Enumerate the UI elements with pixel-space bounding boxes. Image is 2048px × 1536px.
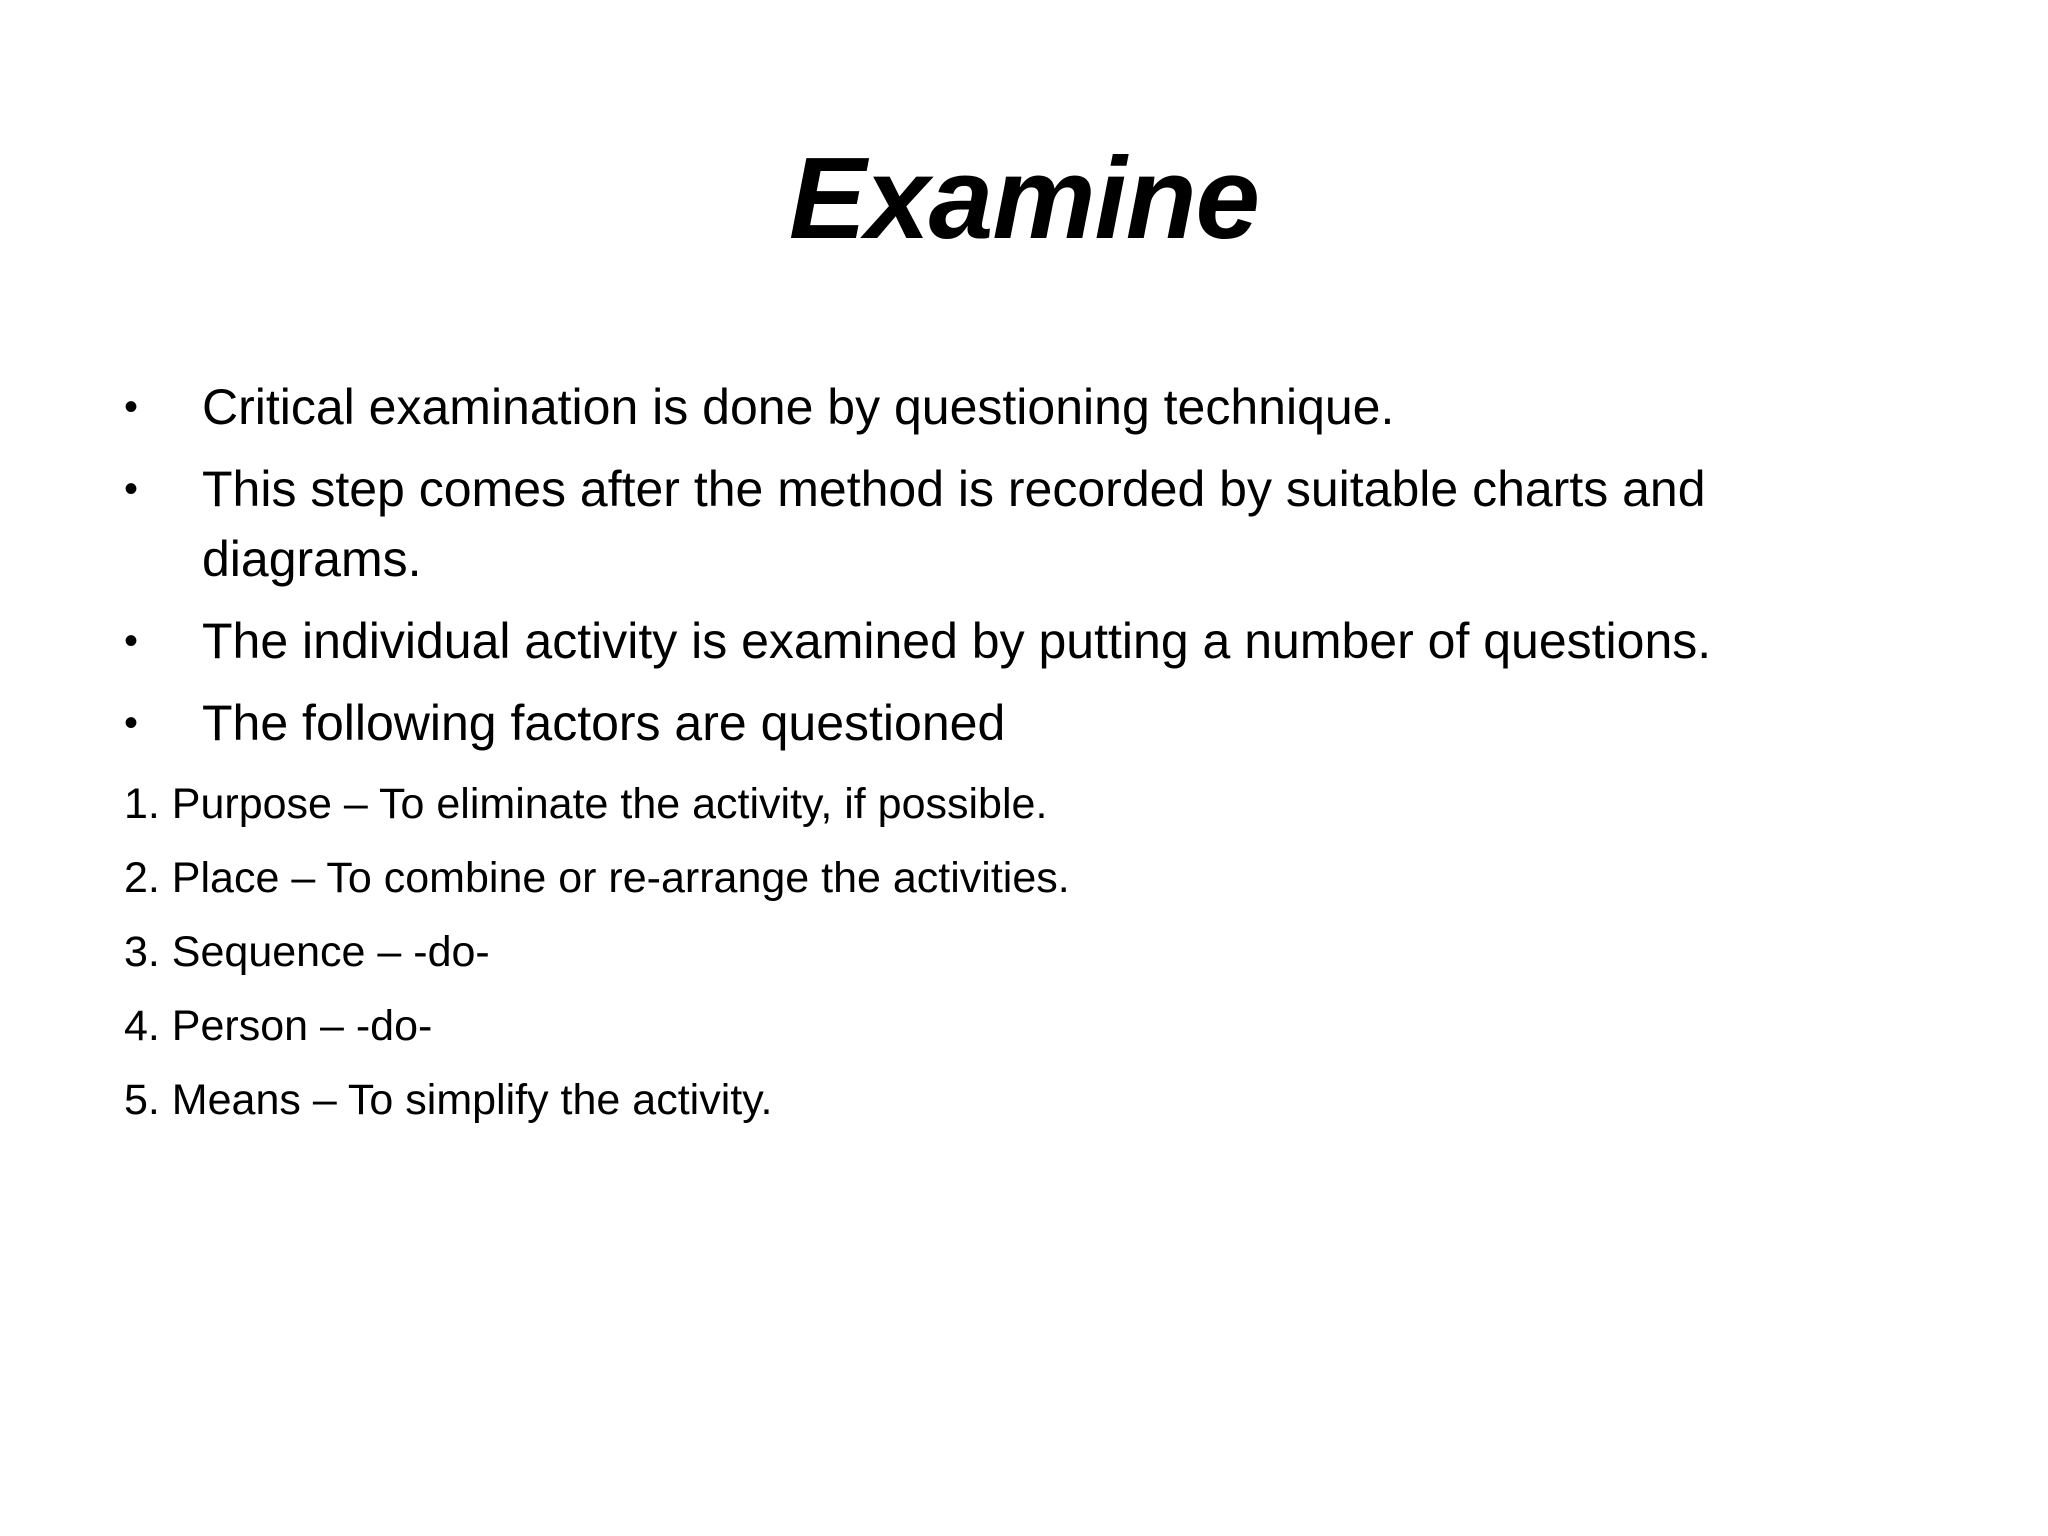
bullet-item [124, 372, 1824, 442]
bullet-list [124, 372, 1824, 770]
numbered-item: 2. Place – To combine or re-arrange the activities. [124, 854, 1070, 902]
bullet-item [124, 606, 1824, 676]
slide-title: Examine [788, 133, 1260, 263]
bullet-icon: • [124, 701, 139, 745]
numbered-item: 1. Purpose – To eliminate the activity, if possible. [124, 780, 1048, 828]
bullet-icon: • [124, 619, 139, 663]
numbered-item: 5. Means – To simplify the activity. [124, 1076, 773, 1124]
numbered-item: 3. Sequence – -do- [124, 928, 490, 976]
bullet-text: The following factors are questioned [202, 695, 1006, 751]
bullet-text: The individual activity is examined by putting a number of questions. [202, 613, 1712, 669]
bullet-item [124, 688, 1824, 758]
bullet-icon: • [124, 385, 139, 429]
bullet-item [124, 454, 1824, 594]
numbered-item: 4. Person – -do- [124, 1002, 433, 1050]
bullet-text: This step comes after the method is recorded by suitable charts and diagrams. [202, 461, 1706, 587]
bullet-icon: • [124, 467, 139, 511]
bullet-text: Critical examination is done by questioning technique. [202, 379, 1395, 435]
numbered-list [124, 772, 1824, 1142]
